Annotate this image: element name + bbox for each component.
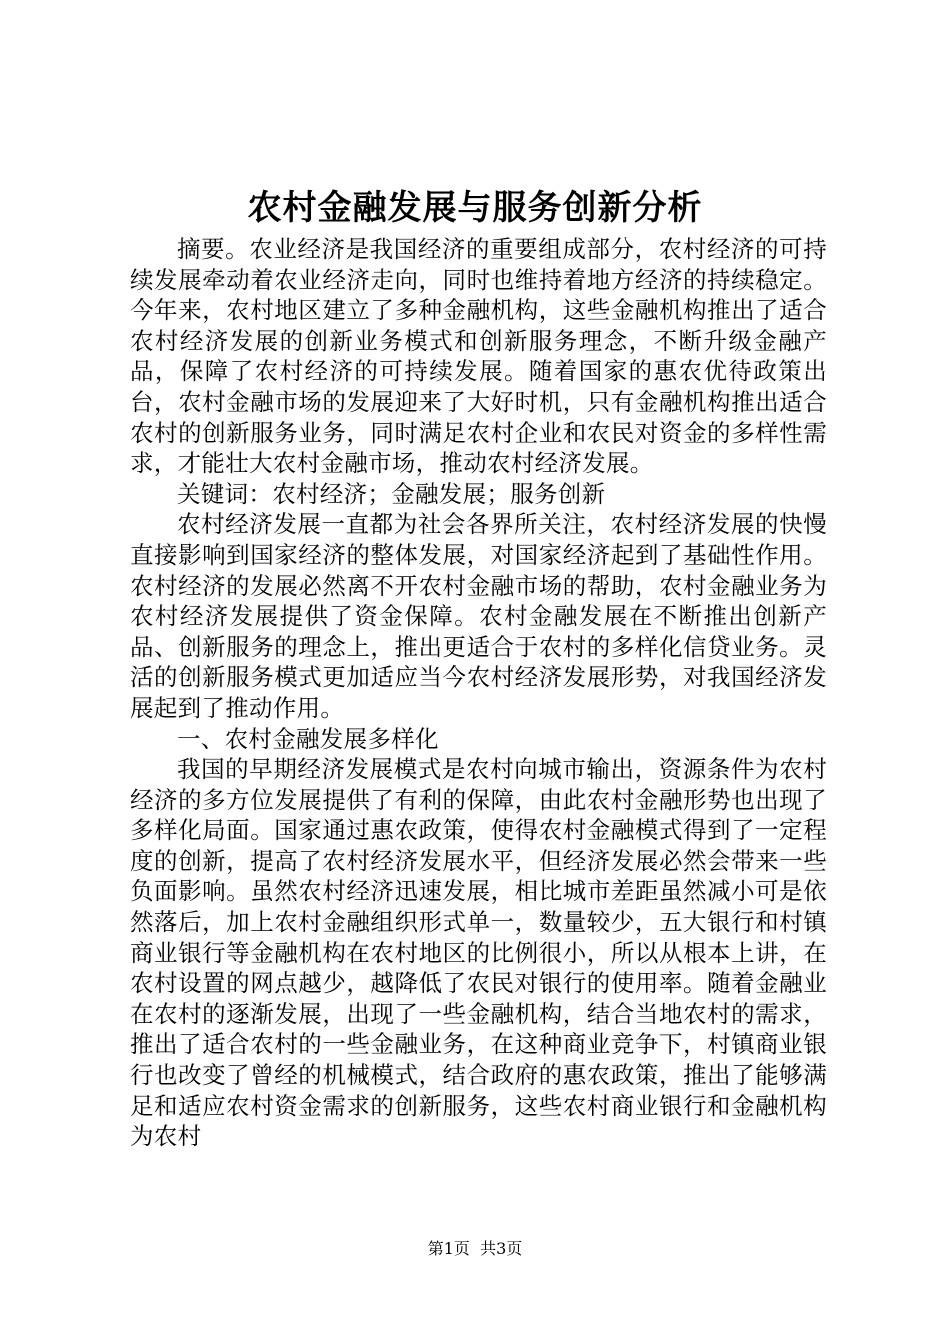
- keywords-paragraph: 关键词：农村经济；金融发展；服务创新: [177, 479, 606, 508]
- abstract-paragraph: 摘要。农业经济是我国经济的重要组成部分，农村经济的可持续发展牵动着农业经济走向，同时也维持着地方经济的持续稳定。今年来，农村地区建立了多种金融机构，这些金融机构推出了适合农村经济发展的创新业务模式和创新服务理念，不断升级金融产品，保障了农村经济的可持续发展。随着国家的惠农优待政策出台，农村金融市场的发展迎来了大好时机，只有金融机构推出适合农村的创新服务业务，同时满足农村企业和农民对资金的多样性需求，才能壮大农村金融市场，推动农村经济发展。: [130, 235, 827, 478]
- section-paragraph: 我国的早期经济发展模式是农村向城市输出，资源条件为农村经济的多方位发展提供了有利的保障，由此农村金融形势也出现了多样化局面。国家通过惠农政策，使得农村金融模式得到了一定程度的创新，提高了农村经济发展水平，但经济发展必然会带来一些负面影响。虽然农村经济迅速发展，相比城市差距虽然减小可是依然落后，加上农村金融组织形式单一，数量较少，五大银行和村镇商业银行等金融机构在农村地区的比例很小，所以从根本上讲，在农村设置的网点越少，越降低了农民对银行的使用率。随着金融业在农村的逐渐发展，出现了一些金融机构，结合当地农村的需求，推出了适合农村的一些金融业务，在这种商业竞争下，村镇商业银行也改变了曾经的机械模式，结合政府的惠农政策，推出了能够满足和适应农村资金需求的创新服务，这些农村商业银行和金融机构为农村: [130, 755, 827, 1151]
- section-heading: 一、农村金融发展多样化: [177, 724, 439, 753]
- document-title: 农村金融发展与服务创新分析: [247, 188, 703, 228]
- intro-paragraph: 农村经济发展一直都为社会各界所关注，农村经济发展的快慢直接影响到国家经济的整体发展，对国家经济起到了基础性作用。农村经济的发展必然离不开农村金融市场的帮助，农村金融业务为农村经济发展提供了资金保障。农村金融发展在不断推出创新产品、创新服务的理念上，推出更适合于农村的多样化信贷业务。灵活的创新服务模式更加适应当今农村经济发展形势，对我国经济发展起到了推动作用。: [130, 510, 827, 722]
- document-body: [130, 234, 827, 1152]
- page-total: 共3页: [480, 1239, 523, 1258]
- page-number: 第1页: [427, 1239, 470, 1258]
- page-footer: [0, 1238, 950, 1260]
